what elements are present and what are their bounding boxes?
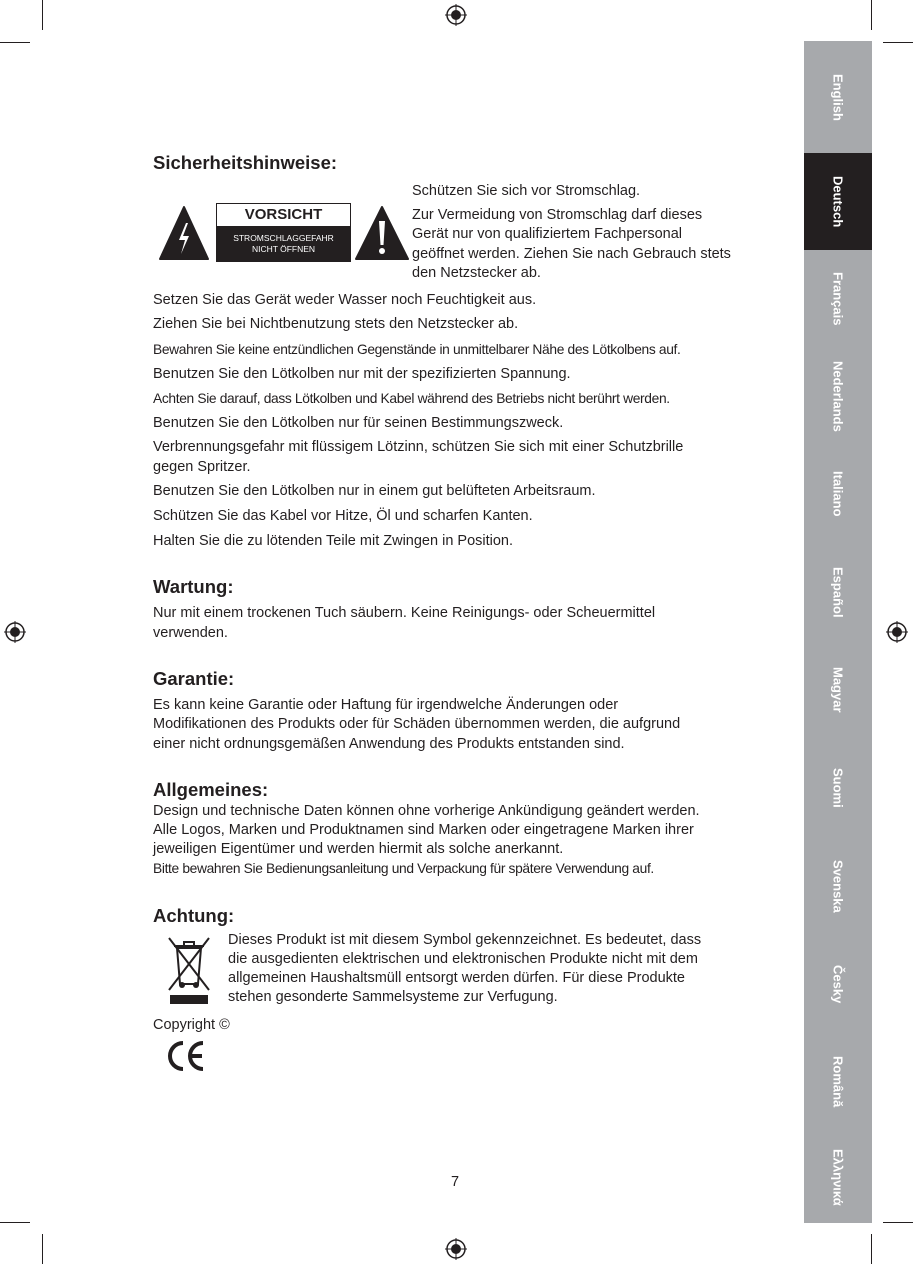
- tab-deutsch[interactable]: Deutsch: [804, 153, 872, 250]
- safety-item: Verbrennungsgefahr mit flüssigem Lötzinn, schützen Sie sich mit einer Schutzbrille: [153, 439, 684, 455]
- attention-text-4: stehen gesonderte Sammelsysteme zur Verfugung.: [228, 989, 558, 1005]
- safety-intro-2b: Gerät nur von qualifiziertem Fachpersonal: [412, 226, 682, 242]
- general-text-1: Design und technische Daten können ohne vorherige Ankündigung geändert werden.: [153, 803, 700, 819]
- maintenance-text-2: verwenden.: [153, 625, 228, 641]
- tab-nederlands[interactable]: Nederlands: [804, 347, 872, 445]
- crop-mark: [871, 0, 872, 30]
- registration-mark-icon: [886, 621, 908, 643]
- ce-mark-icon: [163, 1040, 207, 1072]
- safety-item: Schützen Sie das Kabel vor Hitze, Öl und scharfen Kanten.: [153, 508, 533, 524]
- page-number: 7: [450, 1174, 460, 1190]
- safety-intro-1: Schützen Sie sich vor Stromschlag.: [412, 183, 641, 199]
- safety-item: Benutzen Sie den Lötkolben nur mit der spezifizierten Spannung.: [153, 366, 571, 382]
- caution-sub-1: STROMSCHLAGGEFAHR: [233, 233, 334, 243]
- registration-mark-icon: [445, 1238, 467, 1260]
- registration-mark-icon: [445, 4, 467, 26]
- safety-item: Halten Sie die zu lötenden Teile mit Zwingen in Position.: [153, 533, 514, 549]
- crop-mark: [42, 1234, 43, 1264]
- weee-bin-icon: [166, 934, 212, 1006]
- crop-mark: [883, 1222, 913, 1223]
- general-text-4: Bitte bewahren Sie Bedienungsanleitung und Verpackung für spätere Verwendung auf.: [153, 861, 654, 876]
- crop-mark: [42, 0, 43, 30]
- tab-english[interactable]: English: [804, 41, 872, 153]
- safety-item: gegen Spritzer.: [153, 459, 251, 475]
- safety-item: Setzen Sie das Gerät weder Wasser noch Feuchtigkeit aus.: [153, 292, 537, 308]
- tab-italiano[interactable]: Italiano: [804, 445, 872, 543]
- general-title: Allgemeines:: [153, 779, 269, 800]
- tab-romana[interactable]: Română: [804, 1033, 872, 1131]
- safety-title: Sicherheitshinweise:: [153, 152, 338, 173]
- caution-box: [216, 203, 351, 262]
- warranty-text-2: Modifikationen des Produkts oder für Schäden übernommen werden, die aufgrund: [153, 716, 681, 732]
- maintenance-title: Wartung:: [153, 576, 234, 597]
- tab-francais[interactable]: Français: [804, 250, 872, 347]
- safety-item: Achten Sie darauf, dass Lötkolben und Kabel während des Betriebs nicht berührt werden.: [153, 391, 670, 406]
- tab-magyar[interactable]: Magyar: [804, 641, 872, 739]
- tab-greek[interactable]: Ελληνικά: [804, 1131, 872, 1223]
- language-tabs: [804, 41, 872, 1223]
- crop-mark: [871, 1234, 872, 1264]
- exclamation-warning-icon: [354, 205, 410, 261]
- warranty-text-3: einer nicht ordnungsgemäßen Anwendung des Produkts entstanden sind.: [153, 736, 625, 752]
- lightning-warning-icon: [158, 205, 210, 261]
- tab-svenska[interactable]: Svenska: [804, 837, 872, 935]
- crop-mark: [0, 1222, 30, 1223]
- tab-suomi[interactable]: Suomi: [804, 739, 872, 837]
- general-text-3: jeweiligen Eigentümer und werden hiermit als solche anerkannt.: [153, 841, 564, 857]
- crop-mark: [883, 42, 913, 43]
- warranty-title: Garantie:: [153, 668, 235, 689]
- registration-mark-icon: [4, 621, 26, 643]
- safety-intro-2a: Zur Vermeidung von Stromschlag darf dieses: [412, 207, 703, 223]
- attention-text-1: Dieses Produkt ist mit diesem Symbol gekennzeichnet. Es bedeutet, dass: [228, 932, 702, 948]
- safety-intro-2c: geöffnet werden. Ziehen Sie nach Gebrauch stets: [412, 246, 731, 262]
- warranty-text-1: Es kann keine Garantie oder Haftung für irgendwelche Änderungen oder: [153, 697, 619, 713]
- tab-cesky[interactable]: Česky: [804, 935, 872, 1033]
- attention-text-2: die ausgedienten elektrischen und elektronischen Produkte nicht mit dem: [228, 951, 698, 967]
- copyright-text: Copyright ©: [153, 1017, 230, 1033]
- safety-item: Bewahren Sie keine entzündlichen Gegenstände in unmittelbarer Nähe des Lötkolbens auf.: [153, 342, 681, 357]
- safety-item: Ziehen Sie bei Nichtbenutzung stets den Netzstecker ab.: [153, 316, 519, 332]
- general-text-2: Alle Logos, Marken und Produktnamen sind Marken oder eingetragene Marken ihrer: [153, 822, 694, 838]
- crop-mark: [0, 42, 30, 43]
- tab-espanol[interactable]: Español: [804, 543, 872, 641]
- safety-item: Benutzen Sie den Lötkolben nur in einem gut belüfteten Arbeitsraum.: [153, 483, 596, 499]
- attention-title: Achtung:: [153, 905, 235, 926]
- caution-label: VORSICHT: [217, 204, 350, 226]
- attention-text-3: allgemeinen Haushaltsmüll entsorgt werden dürfen. Für diese Produkte: [228, 970, 685, 986]
- maintenance-text-1: Nur mit einem trockenen Tuch säubern. Keine Reinigungs- oder Scheuermittel: [153, 605, 656, 621]
- caution-sub-2: NICHT ÖFFNEN: [251, 244, 316, 254]
- safety-intro-2d: den Netzstecker ab.: [412, 265, 541, 281]
- safety-item: Benutzen Sie den Lötkolben nur für seinen Bestimmungszweck.: [153, 415, 564, 431]
